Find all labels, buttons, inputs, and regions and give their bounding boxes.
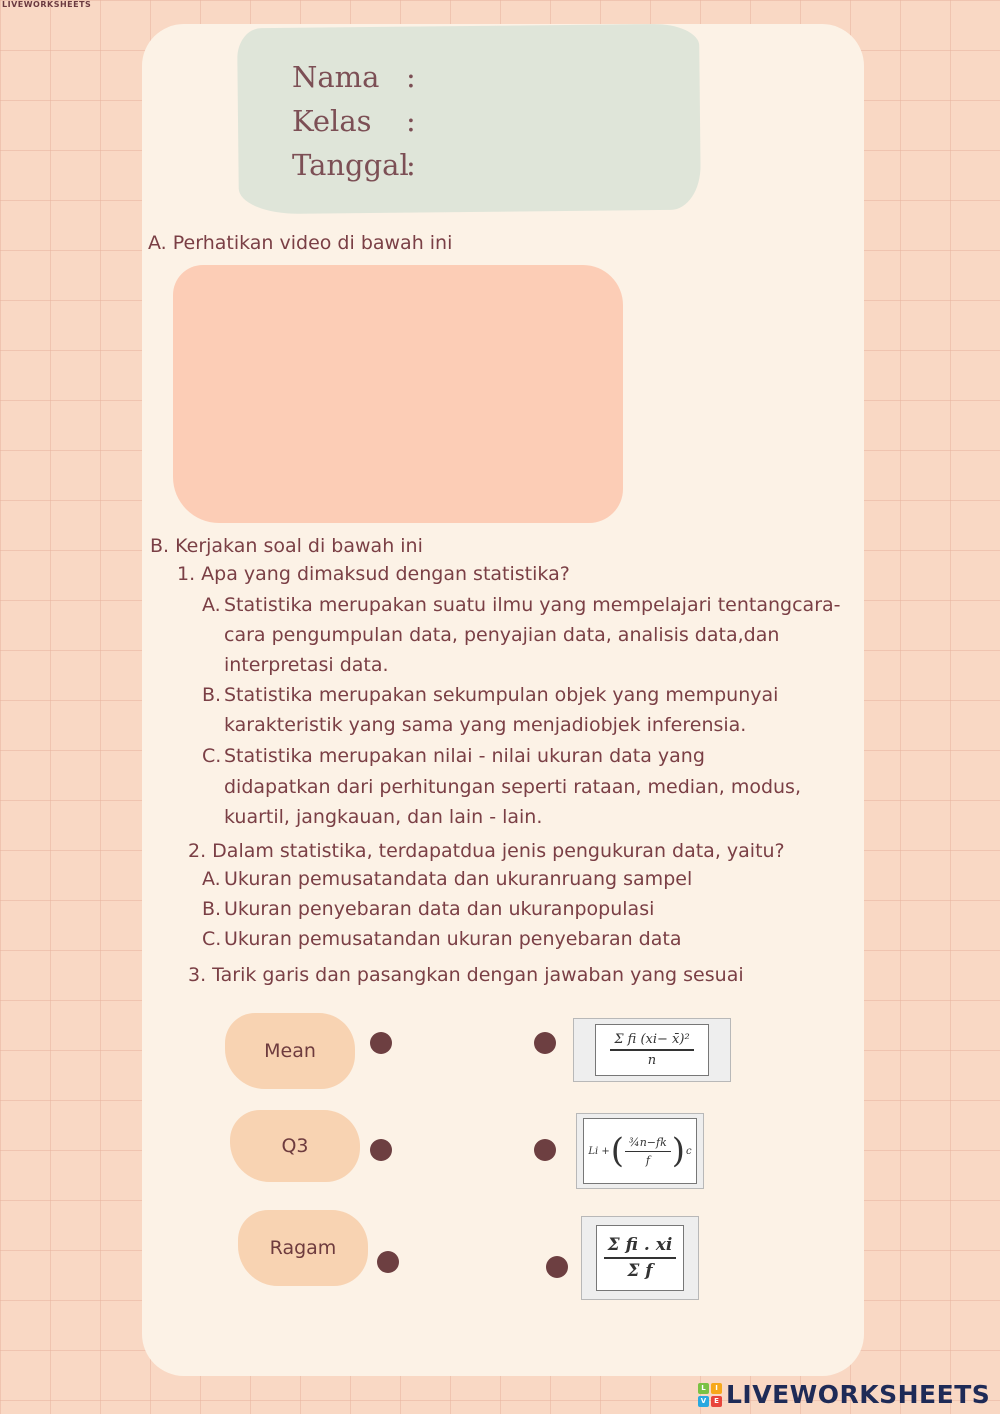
option-letter: C. <box>202 745 222 767</box>
logo-mark-icon <box>698 1383 722 1407</box>
option-text: Ukuran penyebaran data dan ukuranpopulasi <box>224 898 655 920</box>
formula-mean <box>581 1216 699 1300</box>
q1-option-b[interactable] <box>202 684 778 706</box>
match-dot-left-3[interactable] <box>377 1251 399 1273</box>
logo-text: LIVEWORKSHEETS <box>726 1380 991 1409</box>
logo-letter: I <box>711 1383 722 1394</box>
formula-numerator: Σ fi . xi <box>604 1235 677 1259</box>
watermark-text: LIVEWORKSHEETS <box>2 0 92 9</box>
q2-option-b[interactable] <box>202 898 654 920</box>
option-line: interpretasi data. <box>224 654 389 676</box>
option-line: Statistika merupakan nilai - nilai ukuran data yang <box>224 745 705 767</box>
section-b-title: B. Kerjakan soal di bawah ini <box>150 535 423 557</box>
logo-letter: E <box>711 1396 722 1407</box>
match-dot-right-2[interactable] <box>534 1139 556 1161</box>
question-3: 3. Tarik garis dan pasangkan dengan jawaban yang sesuai <box>188 964 744 986</box>
formula-numerator: fi (xi− x̄)² <box>627 1032 690 1047</box>
match-dot-right-1[interactable] <box>534 1032 556 1054</box>
q1-option-a[interactable] <box>202 594 841 616</box>
match-item-mean[interactable]: Mean <box>225 1013 355 1089</box>
tanggal-row <box>292 148 416 182</box>
formula-denominator: f <box>645 1153 650 1167</box>
formula-quartile: Li + ( $\frac{\text{¾n−fk}}{f}$ ) c <box>576 1113 704 1189</box>
nama-colon: : <box>406 60 416 94</box>
option-line: didapatkan dari perhitungan seperti rataan, median, modus, <box>224 776 801 798</box>
match-dot-left-1[interactable] <box>370 1032 392 1054</box>
kelas-row <box>292 104 416 138</box>
nama-label: Nama <box>292 60 380 94</box>
formula-denominator: n <box>647 1053 657 1068</box>
q1-option-c[interactable] <box>202 745 705 767</box>
formula-suffix: c <box>686 1145 692 1157</box>
option-line: kuartil, jangkauan, dan lain - lain. <box>224 806 543 828</box>
question-2: 2. Dalam statistika, terdapatdua jenis pengukuran data, yaitu? <box>188 840 785 862</box>
match-item-q3[interactable]: Q3 <box>230 1110 360 1182</box>
match-dot-left-2[interactable] <box>370 1139 392 1161</box>
video-placeholder[interactable] <box>173 265 623 523</box>
option-letter: A. <box>202 868 221 890</box>
option-line: karakteristik yang sama yang menjadiobjek inferensia. <box>224 714 747 736</box>
liveworksheets-logo <box>698 1380 990 1409</box>
formula-denominator: Σ f <box>627 1261 653 1281</box>
option-line: Statistika merupakan sekumpulan objek yang mempunyai <box>224 684 779 706</box>
logo-letter: V <box>698 1396 709 1407</box>
logo-letter: L <box>698 1383 709 1394</box>
match-dot-right-3[interactable] <box>546 1256 568 1278</box>
tanggal-label: Tanggal <box>292 148 409 182</box>
option-letter: B. <box>202 898 222 920</box>
option-letter: B. <box>202 684 222 706</box>
formula-prefix: Li + <box>588 1145 610 1157</box>
kelas-colon: : <box>406 104 416 138</box>
q2-option-c[interactable] <box>202 928 681 950</box>
tanggal-colon: : <box>406 148 416 182</box>
kelas-label: Kelas <box>292 104 372 138</box>
option-text: Ukuran pemusatandan ukuran penyebaran data <box>224 928 682 950</box>
formula-variance <box>573 1018 731 1082</box>
option-line: Statistika merupakan suatu ilmu yang mempelajari tentangcara- <box>224 594 841 616</box>
sigma-symbol: Σ <box>614 1032 624 1047</box>
match-item-ragam[interactable]: Ragam <box>238 1210 368 1286</box>
option-text: Ukuran pemusatandata dan ukuranruang sampel <box>224 868 693 890</box>
option-letter: A. <box>202 594 221 616</box>
nama-row <box>292 60 416 94</box>
section-a-title: A. Perhatikan video di bawah ini <box>148 232 453 254</box>
formula-numerator: ¾n−fk <box>625 1136 671 1152</box>
option-line: cara pengumpulan data, penyajian data, analisis data,dan <box>224 624 780 646</box>
question-1: 1. Apa yang dimaksud dengan statistika? <box>177 563 570 585</box>
option-letter: C. <box>202 928 222 950</box>
q2-option-a[interactable] <box>202 868 692 890</box>
